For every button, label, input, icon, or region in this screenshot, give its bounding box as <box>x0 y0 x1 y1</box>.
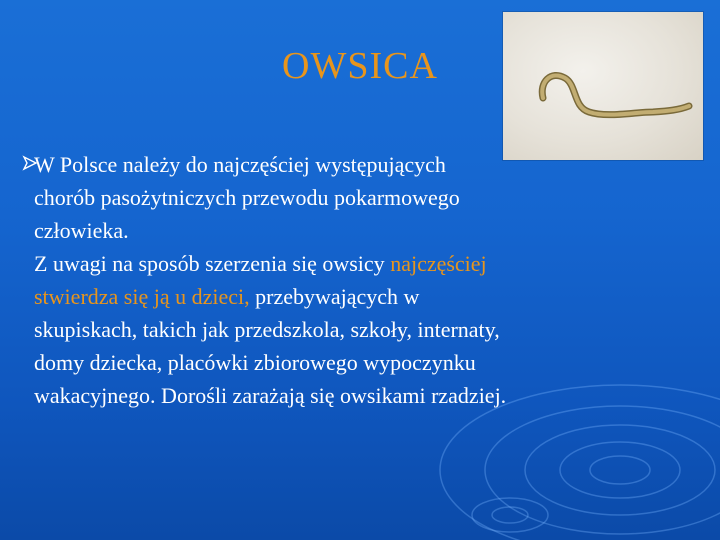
text-line: Z uwagi na sposób szerzenia się owsicy najczęściej <box>34 251 487 276</box>
text-line: domy dziecka, placówki zbiorowego wypoczynku <box>34 350 476 375</box>
text-line: człowieka. <box>34 218 129 243</box>
text-line: chorób pasożytniczych przewodu pokarmowego <box>34 185 460 210</box>
text-line: skupiskach, takich jak przedszkola, szkoły, internaty, <box>34 317 500 342</box>
text-line: W Polsce należy do najczęściej występujących <box>34 152 446 177</box>
text-line: wakacyjnego. Dorośli zarażają się owsikami rzadziej. <box>34 383 507 408</box>
pinworm-photo <box>503 12 703 160</box>
highlighted-text: najczęściej <box>390 251 487 276</box>
text-line: stwierdza się ją u dzieci, przebywających w <box>34 284 420 309</box>
pinworm-icon <box>503 12 703 160</box>
slide-title: OWSICA <box>282 45 438 87</box>
highlighted-text: stwierdza się ją u dzieci, <box>34 284 250 309</box>
